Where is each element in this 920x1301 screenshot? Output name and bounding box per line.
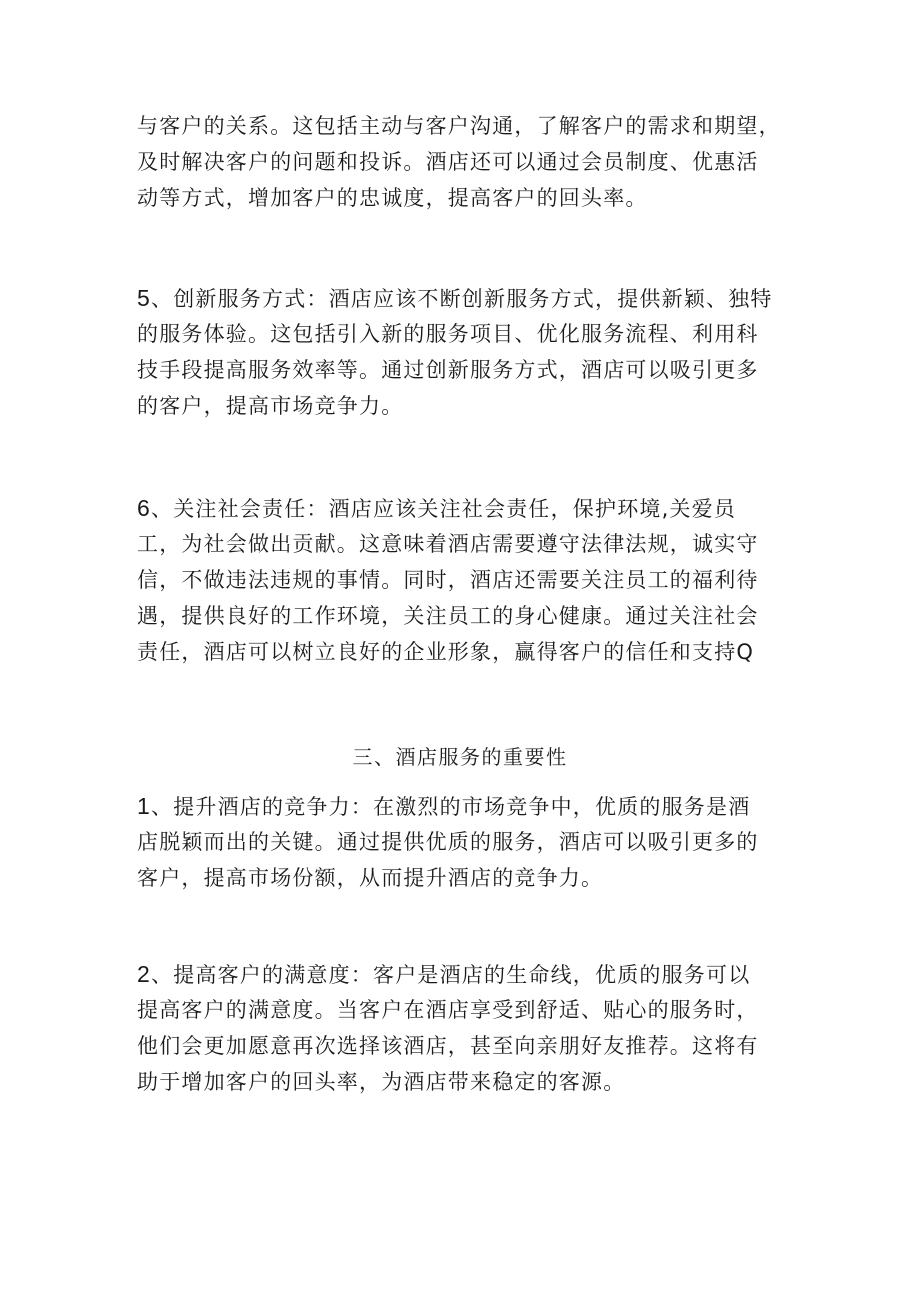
text-line: 工，为社会做出贡献。这意味着酒店需要遵守法律法规，诚实守	[137, 532, 759, 556]
text-line: 提高客户的满意度。当客户在酒店享受到舒适、贴心的服务时，	[137, 998, 759, 1022]
text-line: 店脱颖而出的关键。通过提供优质的服务，酒店可以吸引更多的	[137, 830, 759, 854]
text-line: 的客户，提高市场竞争力。	[137, 394, 404, 418]
item-number: 1	[137, 793, 151, 819]
paragraph-competitiveness	[137, 788, 797, 896]
text-segment: 、关注社会责任：酒店应该关注社会责任，保护环境,关爱员	[151, 497, 737, 521]
text-line: 的服务体验。这包括引入新的服务项目、优化服务流程、利用科	[137, 322, 759, 346]
section-heading: 三、酒店服务的重要性	[352, 745, 568, 769]
text-segment: 、创新服务方式：酒店应该不断创新服务方式，提供新颖、独特	[151, 287, 773, 311]
text-line: 遇，提供良好的工作环境，关注员工的身心健康。通过关注社会	[137, 604, 759, 628]
text-line	[137, 280, 797, 316]
item-number: 6	[137, 495, 151, 521]
text-line: 助于增加客户的回头率，为酒店带来稳定的客源。	[137, 1070, 626, 1094]
text-line: 他们会更加愿意再次选择该酒店，甚至向亲朋好友推荐。这将有	[137, 1034, 759, 1058]
text-line: 责任，酒店可以树立良好的企业形象，赢得客户的信任和支持Q	[137, 640, 755, 664]
text-line: 动等方式，增加客户的忠诚度，提高客户的回头率。	[137, 186, 648, 210]
paragraph-social-responsibility	[137, 490, 797, 670]
text-line: 信，不做违法违规的事情。同时，酒店还需要关注员工的福利待	[137, 568, 759, 592]
paragraph-satisfaction	[137, 956, 797, 1100]
text-line: 技手段提高服务效率等。通过创新服务方式，酒店可以吸引更多	[137, 358, 759, 382]
text-line	[137, 490, 797, 526]
text-line: 及时解决客户的问题和投诉。酒店还可以通过会员制度、优惠活	[137, 150, 759, 174]
paragraph-customer-relations	[137, 108, 797, 216]
item-number: 2	[137, 961, 151, 987]
item-number: 5	[137, 285, 151, 311]
paragraph-innovate-service	[137, 280, 797, 424]
text-line: 与客户的关系。这包括主动与客户沟通，了解客户的需求和期望，	[137, 114, 781, 138]
text-line: 客户，提高市场份额，从而提升酒店的竞争力。	[137, 866, 604, 890]
text-line	[137, 788, 797, 824]
text-line	[137, 956, 797, 992]
text-segment: 、提高客户的满意度：客户是酒店的生命线，优质的服务可以	[151, 963, 751, 987]
text-segment: 、提升酒店的竞争力：在激烈的市场竞争中，优质的服务是酒	[151, 795, 751, 819]
